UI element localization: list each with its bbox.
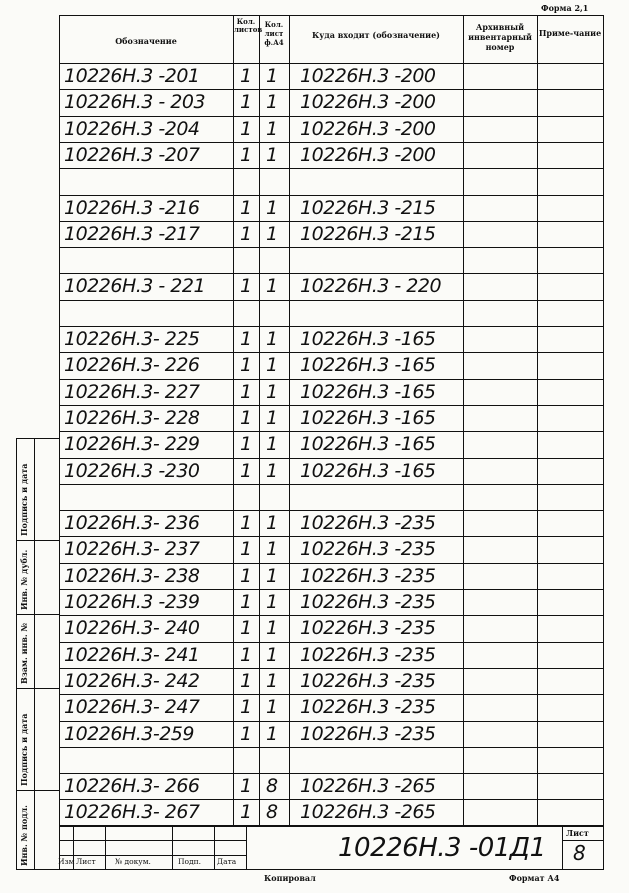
row-where-used: 10226Н.3 -265 <box>300 801 436 824</box>
row-divider <box>59 273 604 274</box>
side-label-replace-inv: Взам. инв. № <box>19 622 29 684</box>
row-divider <box>59 168 604 169</box>
row-a4-count: 1 <box>266 222 278 245</box>
footer-copied: Копировал <box>264 873 316 883</box>
row-where-used: 10226Н.3 -235 <box>300 512 436 535</box>
row-a4-count: 1 <box>266 538 278 561</box>
row-where-used: 10226Н.3 -235 <box>300 722 436 745</box>
row-a4-count: 1 <box>266 564 278 587</box>
row-designation: 10226Н.3 - 203 <box>64 91 206 114</box>
row-where-used: 10226Н.3 -235 <box>300 538 436 561</box>
row-designation: 10226Н.3- 238 <box>64 564 200 587</box>
stamp-doc-number: 10226Н.3 -01Д1 <box>338 833 546 863</box>
row-designation: 10226Н.3- 247 <box>64 696 200 719</box>
row-designation: 10226Н.3- 237 <box>64 538 200 561</box>
row-a4-count: 1 <box>266 512 278 535</box>
row-divider <box>59 300 604 301</box>
row-sheet-count: 1 <box>240 65 252 87</box>
row-where-used: 10226Н.3 -165 <box>300 380 436 403</box>
row-a4-count: 1 <box>266 196 278 219</box>
frame-bottom <box>59 869 604 870</box>
row-divider <box>59 326 604 327</box>
col-line-4 <box>463 15 464 825</box>
row-sheet-count: 1 <box>240 433 252 456</box>
row-sheet-count: 1 <box>240 538 252 561</box>
stamp-sheet-label: Лист <box>566 828 589 838</box>
row-a4-count: 1 <box>266 380 278 403</box>
row-divider <box>59 694 604 695</box>
row-a4-count: 1 <box>266 696 278 719</box>
side-label-orig-inv: Инв. № подл. <box>19 805 29 866</box>
row-a4-count: 1 <box>266 617 278 640</box>
side-div-3 <box>16 688 59 689</box>
row-sheet-count: 1 <box>240 196 252 219</box>
row-sheet-count: 1 <box>240 91 252 114</box>
row-where-used: 10226Н.3 -235 <box>300 696 436 719</box>
row-sheet-count: 1 <box>240 117 252 140</box>
stamp-sheet-number: 8 <box>573 841 586 865</box>
side-strip-bottom <box>16 869 59 870</box>
row-designation: 10226Н.3- 229 <box>64 433 200 456</box>
row-divider <box>59 642 604 643</box>
row-sheet-count: 1 <box>240 722 252 745</box>
row-a4-count: 1 <box>266 433 278 456</box>
side-label-sign-date-2: Подпись и дата <box>19 713 29 786</box>
row-where-used: 10226Н.3 -200 <box>300 117 436 140</box>
stamp-col-6 <box>562 825 563 869</box>
row-designation: 10226Н.3- 227 <box>64 380 200 403</box>
row-where-used: 10226Н.3 -200 <box>300 65 436 87</box>
row-designation: 10226Н.3- 241 <box>64 643 200 666</box>
row-a4-count: 1 <box>266 117 278 140</box>
row-sheet-count: 1 <box>240 617 252 640</box>
row-a4-count: 1 <box>266 643 278 666</box>
frame-top <box>59 15 604 16</box>
row-where-used: 10226Н.3 -235 <box>300 591 436 613</box>
row-a4-count: 1 <box>266 328 278 350</box>
header-designation: Обозначение <box>115 36 177 46</box>
col-line-1 <box>233 15 234 825</box>
row-a4-count: 1 <box>266 275 278 298</box>
header-sheet-count: Кол. листов <box>234 17 263 34</box>
row-sheet-count: 1 <box>240 459 252 482</box>
stamp-col-list: Лист <box>76 857 96 866</box>
row-where-used: 10226Н.3 -215 <box>300 196 436 219</box>
row-a4-count: 1 <box>266 591 278 613</box>
row-divider <box>59 563 604 564</box>
header-where-used: Куда входит (обозначение) <box>312 30 440 40</box>
frame-right <box>603 15 604 870</box>
row-sheet-count: 1 <box>240 669 252 692</box>
row-sheet-count: 1 <box>240 801 252 824</box>
row-designation: 10226Н.3 -216 <box>64 196 200 219</box>
row-a4-count: 1 <box>266 669 278 692</box>
row-a4-count: 1 <box>266 91 278 114</box>
row-sheet-count: 1 <box>240 591 252 613</box>
stamp-col-doc: № докум. <box>115 857 151 866</box>
row-sheet-count: 1 <box>240 222 252 245</box>
row-divider <box>59 142 604 143</box>
row-designation: 10226Н.3 -230 <box>64 459 200 482</box>
row-designation: 10226Н.3 - 221 <box>64 275 206 298</box>
row-divider <box>59 247 604 248</box>
row-where-used: 10226Н.3 -165 <box>300 328 436 350</box>
side-label-dup-inv: Инв. № дубл. <box>19 549 29 610</box>
row-where-used: 10226Н.3 -235 <box>300 643 436 666</box>
row-where-used: 10226Н.3 -235 <box>300 669 436 692</box>
row-divider <box>59 431 604 432</box>
stamp-col-date: Дата <box>217 857 237 866</box>
row-sheet-count: 1 <box>240 512 252 535</box>
row-divider <box>59 536 604 537</box>
col-line-3 <box>289 15 290 825</box>
row-a4-count: 8 <box>266 801 278 824</box>
row-designation: 10226Н.3- 226 <box>64 354 200 377</box>
row-divider <box>59 721 604 722</box>
side-strip-left <box>16 438 17 870</box>
row-divider <box>59 405 604 406</box>
row-divider <box>59 799 604 800</box>
row-divider <box>59 773 604 774</box>
row-designation: 10226Н.3- 228 <box>64 406 200 429</box>
header-archive: Архивный инвентарный номер <box>468 22 532 52</box>
row-designation: 10226Н.3 -204 <box>64 117 200 140</box>
stamp-col-5 <box>246 825 247 869</box>
row-a4-count: 1 <box>266 459 278 482</box>
row-where-used: 10226Н.3 -165 <box>300 459 436 482</box>
row-divider <box>59 221 604 222</box>
row-sheet-count: 1 <box>240 775 252 798</box>
row-designation: 10226Н.3- 266 <box>64 775 200 798</box>
row-sheet-count: 1 <box>240 143 252 166</box>
row-divider <box>59 352 604 353</box>
col-line-5 <box>537 15 538 825</box>
side-div-2 <box>16 614 59 615</box>
row-sheet-count: 1 <box>240 406 252 429</box>
row-sheet-count: 1 <box>240 275 252 298</box>
row-divider <box>59 668 604 669</box>
row-where-used: 10226Н.3 -265 <box>300 775 436 798</box>
row-divider <box>59 195 604 196</box>
row-sheet-count: 1 <box>240 643 252 666</box>
row-where-used: 10226Н.3 -235 <box>300 617 436 640</box>
row-designation: 10226Н.3-259 <box>64 722 194 745</box>
row-where-used: 10226Н.3 -165 <box>300 433 436 456</box>
row-sheet-count: 1 <box>240 328 252 350</box>
col-line-2 <box>259 15 260 825</box>
row-a4-count: 1 <box>266 143 278 166</box>
row-divider <box>59 89 604 90</box>
row-divider <box>59 615 604 616</box>
side-strip-top <box>16 438 59 439</box>
row-sheet-count: 1 <box>240 696 252 719</box>
row-where-used: 10226Н.3 - 220 <box>300 275 442 298</box>
side-div-1 <box>16 540 59 541</box>
row-divider <box>59 458 604 459</box>
form-label: Форма 2,1 <box>541 3 589 13</box>
side-strip-inner <box>34 438 35 870</box>
row-designation: 10226Н.3 -201 <box>64 65 200 87</box>
stamp-row-2 <box>59 855 246 856</box>
header-a4-count: Кол. лист ф.А4 <box>264 20 284 47</box>
row-designation: 10226Н.3 -239 <box>64 591 200 613</box>
row-a4-count: 1 <box>266 65 278 87</box>
row-where-used: 10226Н.3 -200 <box>300 91 436 114</box>
row-divider <box>59 484 604 485</box>
row-where-used: 10226Н.3 -235 <box>300 564 436 587</box>
row-where-used: 10226Н.3 -200 <box>300 143 436 166</box>
row-where-used: 10226Н.3 -215 <box>300 222 436 245</box>
stamp-row-1 <box>59 840 246 841</box>
row-designation: 10226Н.3- 236 <box>64 512 200 535</box>
row-divider <box>59 116 604 117</box>
stamp-col-izm: Изм <box>58 857 75 866</box>
row-divider <box>59 747 604 748</box>
row-a4-count: 1 <box>266 722 278 745</box>
header-divider <box>59 63 604 64</box>
row-where-used: 10226Н.3 -165 <box>300 406 436 429</box>
row-designation: 10226Н.3 -207 <box>64 143 200 166</box>
row-designation: 10226Н.3- 225 <box>64 328 200 350</box>
row-a4-count: 1 <box>266 406 278 429</box>
stamp-col-2 <box>105 825 106 869</box>
row-sheet-count: 1 <box>240 380 252 403</box>
row-where-used: 10226Н.3 -165 <box>300 354 436 377</box>
row-designation: 10226Н.3- 242 <box>64 669 200 692</box>
side-label-sign-date-1: Подпись и дата <box>19 463 29 536</box>
row-a4-count: 8 <box>266 775 278 798</box>
footer-format: Формат А4 <box>509 873 560 883</box>
stamp-top <box>59 825 604 826</box>
frame-left <box>59 15 60 870</box>
row-designation: 10226Н.3- 267 <box>64 801 200 824</box>
row-divider <box>59 510 604 511</box>
side-div-4 <box>16 790 59 791</box>
stamp-col-3 <box>172 825 173 869</box>
header-note: Приме-чание <box>538 28 602 38</box>
stamp-col-4 <box>214 825 215 869</box>
row-designation: 10226Н.3- 240 <box>64 617 200 640</box>
row-sheet-count: 1 <box>240 354 252 377</box>
row-designation: 10226Н.3 -217 <box>64 222 200 245</box>
row-divider <box>59 379 604 380</box>
stamp-col-sign: Подп. <box>178 857 202 866</box>
row-divider <box>59 589 604 590</box>
row-sheet-count: 1 <box>240 564 252 587</box>
row-a4-count: 1 <box>266 354 278 377</box>
